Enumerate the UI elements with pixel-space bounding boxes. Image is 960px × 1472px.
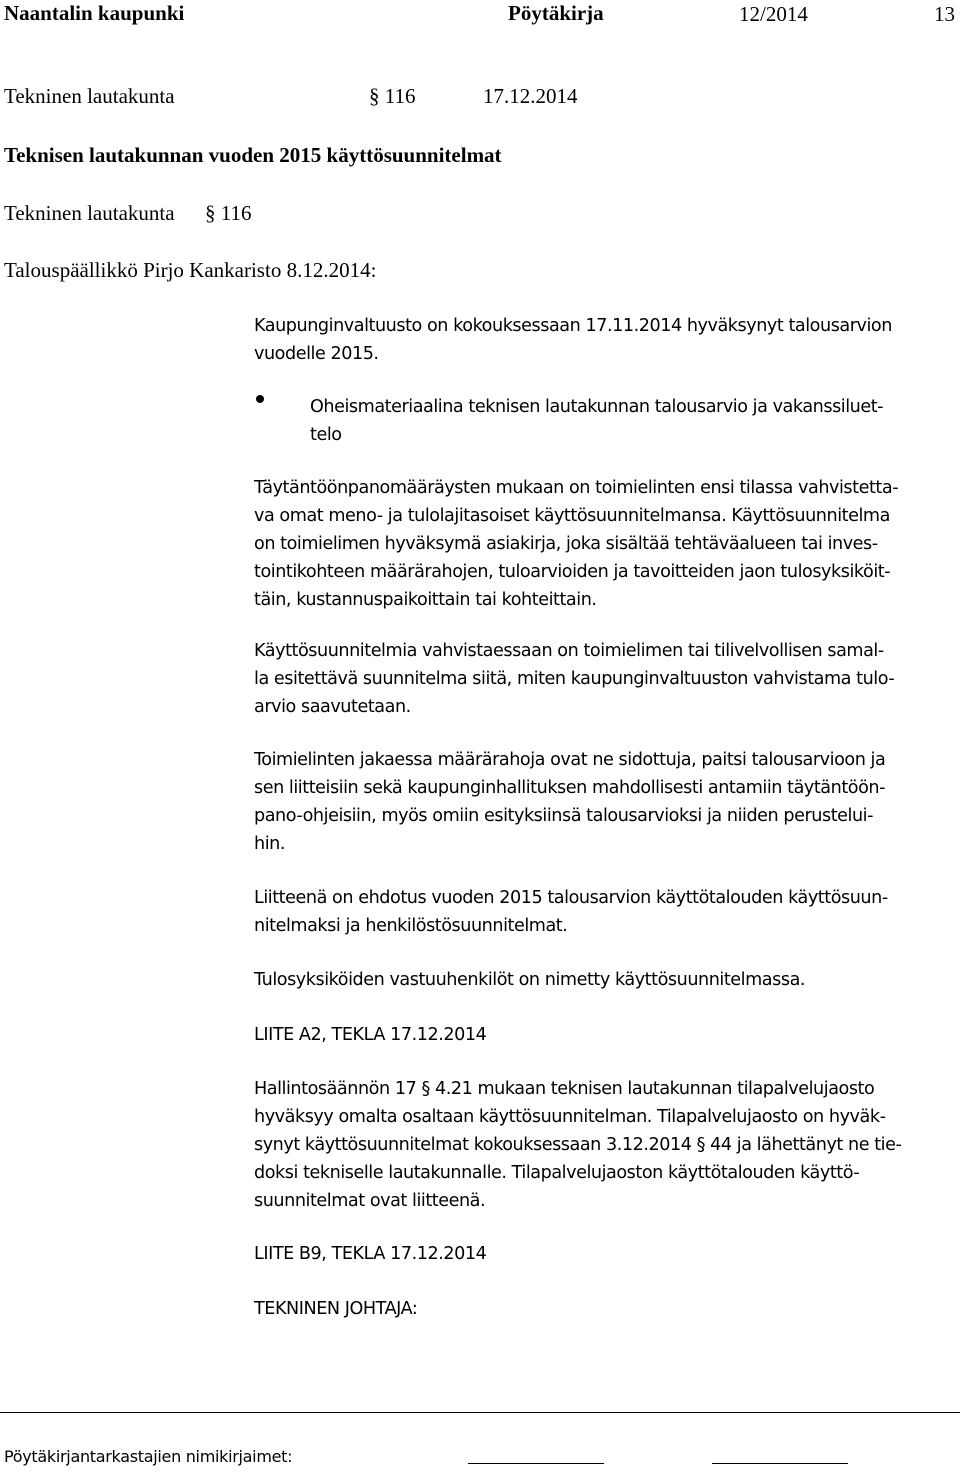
attachment-reference-2: [254, 1240, 954, 1268]
attachment-reference-1: [254, 1021, 954, 1049]
text-line: suunnitelmat ovat liitteenä.: [254, 1191, 486, 1211]
paragraph-3: [254, 746, 954, 858]
initials-line-1: [468, 1463, 604, 1464]
text-line: Toimielinten jakaessa määrärahoja ovat ne sidottuja, paitsi talousarvioon ja: [254, 750, 886, 770]
header-page-number: 13: [934, 2, 955, 26]
text-line: Täytäntöönpanomääräysten mukaan on toimielinten ensi tilassa vahvistetta-: [254, 478, 899, 498]
text-line: telo: [310, 425, 342, 445]
text-line: LIITE A2, TEKLA 17.12.2014: [254, 1025, 487, 1045]
footer-divider: [0, 1412, 960, 1413]
text-line: sen liitteisiin sekä kaupunginhallituksen mahdollisesti antamiin täytäntöön-: [254, 778, 886, 798]
ref-board: Tekninen lautakunta: [4, 201, 175, 225]
presenter-line: Talouspäällikkö Pirjo Kankaristo 8.12.2014:: [4, 258, 377, 282]
text-line: nitelmaksi ja henkilöstösuunnitelmat.: [254, 916, 568, 936]
footer-initials-label: Pöytäkirjantarkastajien nimikirjaimet:: [4, 1447, 293, 1466]
text-line: la esitettävä suunnitelma siitä, miten kaupunginvaltuuston vahvistama tulo-: [254, 669, 895, 689]
text-line: TEKNINEN JOHTAJA:: [254, 1299, 418, 1319]
text-line: pano-ohjeisiin, myös omiin esityksiinsä talousarvioksi ja niiden perustelui-: [254, 806, 873, 826]
text-line: va omat meno- ja tulolajitasoiset käyttösuunnitelmansa. Käyttösuunnitelma: [254, 506, 890, 526]
text-line: hin.: [254, 834, 285, 854]
text-line: on toimielimen hyväksymä asiakirja, joka sisältää tehtäväalueen tai inves-: [254, 534, 878, 554]
paragraph-1: [254, 474, 954, 614]
initials-line-2: [712, 1463, 848, 1464]
text-line: Liitteenä on ehdotus vuoden 2015 talousarvion käyttötalouden käyttösuun-: [254, 888, 888, 908]
meeting-board: Tekninen lautakunta: [4, 84, 175, 108]
header-municipality: Naantalin kaupunki: [4, 1, 185, 25]
text-line: Käyttösuunnitelmia vahvistaessaan on toimielimen tai tilivelvollisen samal-: [254, 641, 884, 661]
text-line: LIITE B9, TEKLA 17.12.2014: [254, 1244, 487, 1264]
ref-section: § 116: [205, 201, 252, 225]
text-line: Hallintosäännön 17 § 4.21 mukaan teknisen lautakunnan tilapalvelujaosto: [254, 1079, 875, 1099]
signer-title: [254, 1295, 954, 1323]
bullet-icon: [256, 395, 264, 403]
text-line: arvio saavutetaan.: [254, 697, 411, 717]
meeting-section: § 116: [369, 84, 416, 108]
paragraph-5: [254, 966, 954, 994]
paragraph-4: [254, 884, 954, 940]
text-line: Kaupunginvaltuusto on kokouksessaan 17.11.2014 hyväksynyt talousarvion: [254, 316, 892, 336]
text-line: doksi tekniselle lautakunnalle. Tilapalvelujaoston käyttötalouden käyttö-: [254, 1163, 860, 1183]
text-line: täin, kustannuspaikoittain tai kohteittain.: [254, 590, 597, 610]
text-line: vuodelle 2015.: [254, 344, 379, 364]
intro-paragraph: [254, 312, 954, 368]
page-title: Teknisen lautakunnan vuoden 2015 käyttösuunnitelmat: [4, 143, 502, 167]
header-issue: 12/2014: [739, 2, 808, 26]
text-line: synyt käyttösuunnitelmat kokouksessaan 3.12.2014 § 44 ja lähettänyt ne tie-: [254, 1135, 902, 1155]
text-line: Tulosyksiköiden vastuuhenkilöt on nimetty käyttösuunnitelmassa.: [254, 970, 806, 990]
paragraph-6: [254, 1075, 954, 1215]
header-doc-type: Pöytäkirja: [508, 1, 604, 25]
bullet-item: [310, 393, 960, 449]
text-line: Oheismateriaalina teknisen lautakunnan talousarvio ja vakanssiluet-: [310, 397, 884, 417]
text-line: tointikohteen määrärahojen, tuloarvioiden ja tavoitteiden jaon tulosyksiköit-: [254, 562, 891, 582]
text-line: hyväksyy omalta osaltaan käyttösuunnitelman. Tilapalvelujaosto on hyväk-: [254, 1107, 886, 1127]
paragraph-2: [254, 637, 954, 721]
meeting-date: 17.12.2014: [483, 84, 578, 108]
